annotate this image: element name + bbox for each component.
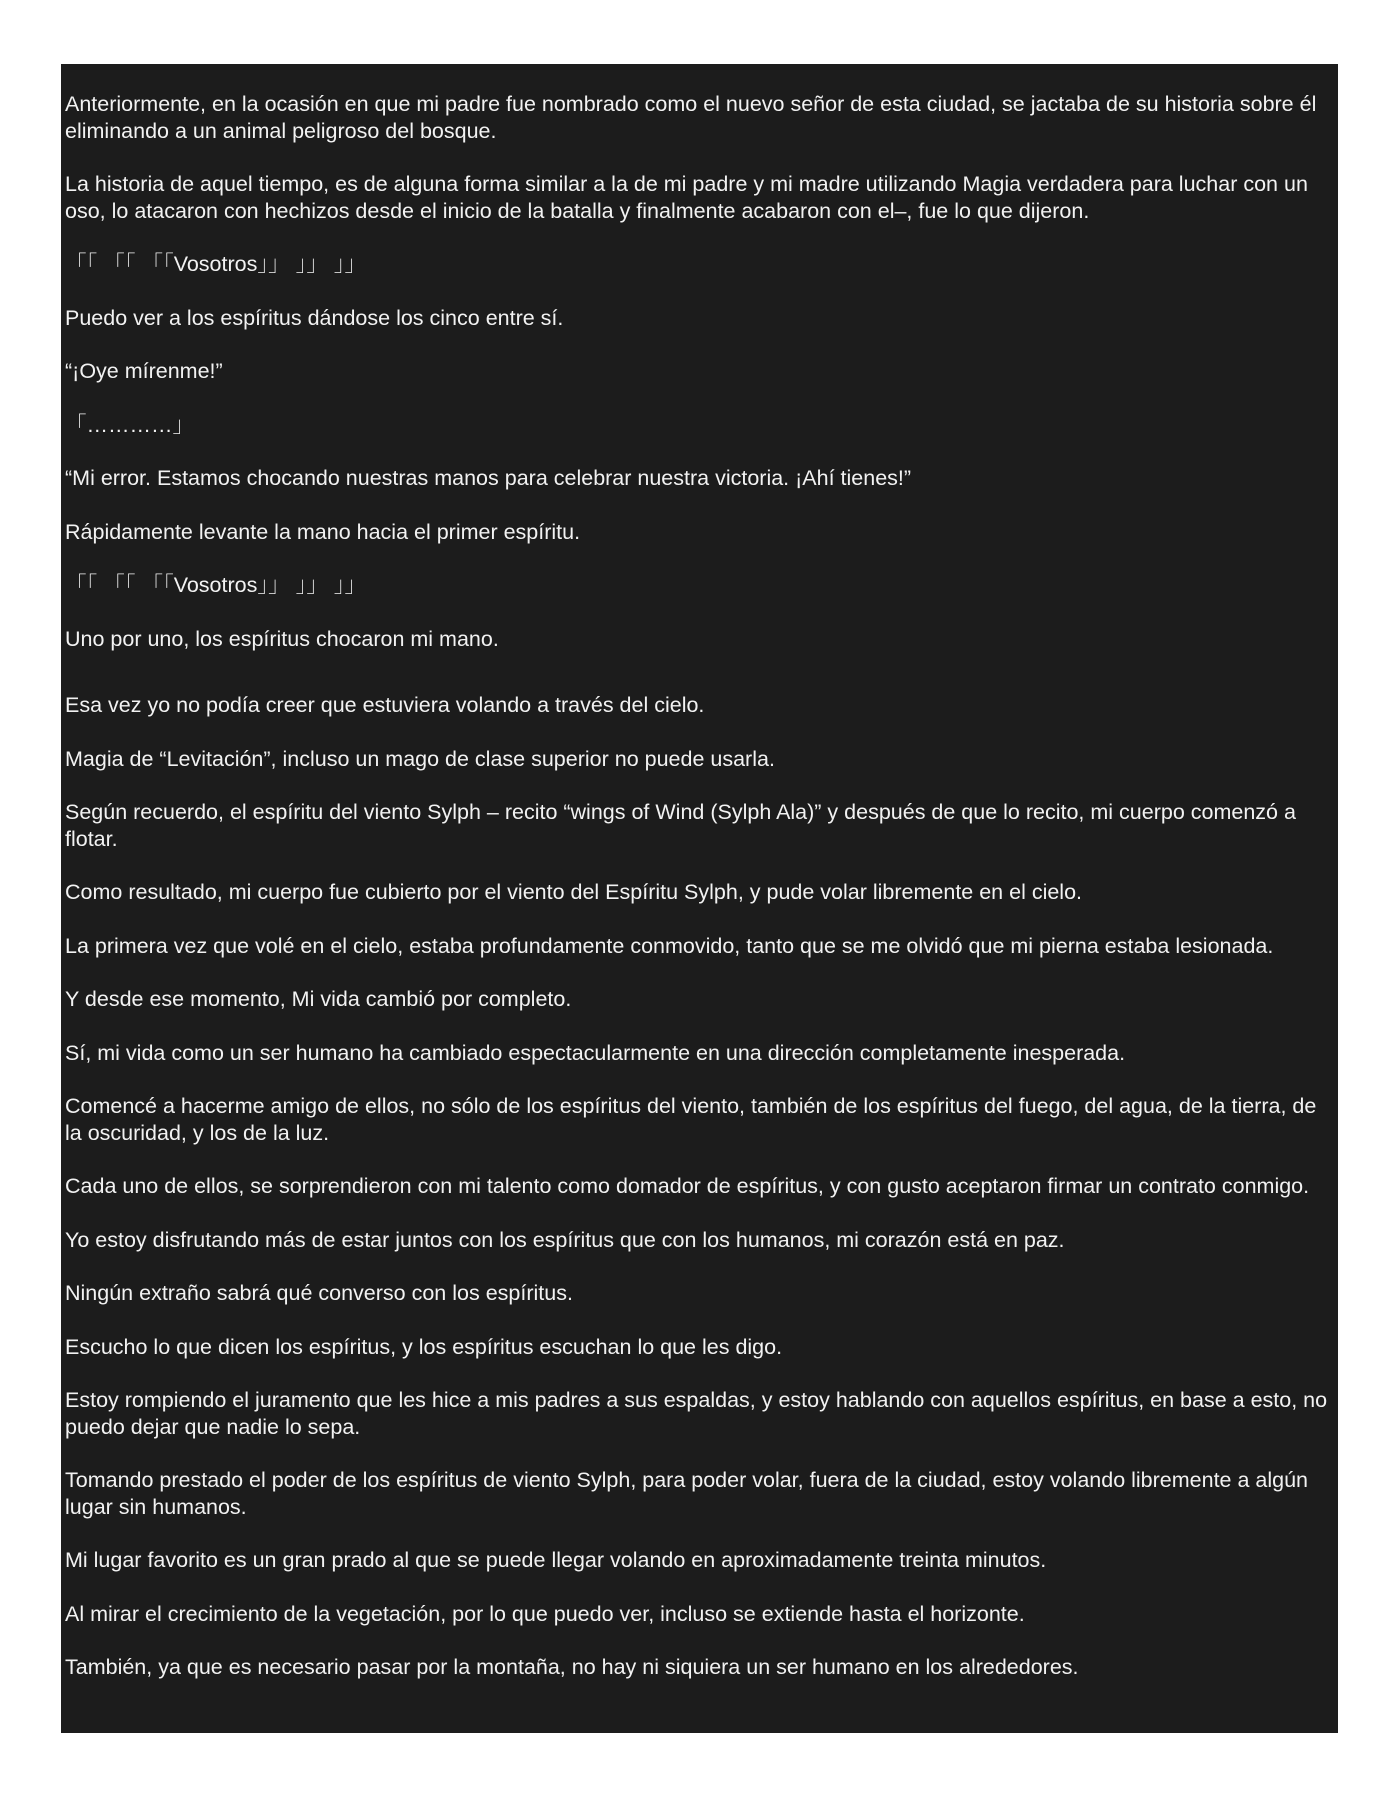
paragraph: Anteriormente, en la ocasión en que mi padre fue nombrado como el nuevo señor de esta ciudad, se jactaba de su historia sobre él eliminando a un animal peligroso del bosque. <box>65 92 1323 143</box>
dialogue-line: 「「 「「 「「Vosotros」」 」」 」」 <box>65 252 367 276</box>
paragraph: La historia de aquel tiempo, es de alguna forma similar a la de mi padre y mi madre utilizando Magia verdadera para luchar con un oso, lo atacaron con hechizos desde el inicio de la batalla y finalmente acabaron con el–, fue lo que dijeron. <box>65 172 1314 223</box>
paragraph: Rápidamente levante la mano hacia el primer espíritu. <box>65 519 581 544</box>
paragraph: La primera vez que volé en el cielo, estaba profundamente conmovido, tanto que se me olvidó que mi pierna estaba lesionada. <box>65 933 1274 958</box>
paragraph: Uno por uno, los espíritus chocaron mi mano. <box>65 626 499 651</box>
paragraph: Esa vez yo no podía creer que estuviera volando a través del cielo. <box>65 693 705 717</box>
dialogue-line: “Mi error. Estamos chocando nuestras manos para celebrar nuestra victoria. ¡Ahí tienes!” <box>65 466 912 490</box>
paragraph: Según recuerdo, el espíritu del viento Sylph – recito “wings of Wind (Sylph Ala)” y después de que lo recito, mi cuerpo comenzó a flotar. <box>65 800 1302 851</box>
paragraph: Estoy rompiendo el juramento que les hice a mis padres a sus espaldas, y estoy hablando con aquellos espíritus, en base a esto, no puedo dejar que nadie lo sepa. <box>65 1388 1334 1439</box>
paragraph: Cada uno de ellos, se sorprendieron con mi talento como domador de espíritus, y con gusto aceptaron firmar un contrato conmigo. <box>65 1174 1310 1198</box>
paragraph: Ningún extraño sabrá qué converso con los espíritus. <box>65 1281 573 1305</box>
dialogue-line: 「…………」 <box>65 412 195 437</box>
paragraph: Al mirar el crecimiento de la vegetación, por lo que puedo ver, incluso se extiende hasta el horizonte. <box>65 1601 1025 1626</box>
paragraph: Magia de “Levitación”, incluso un mago de clase superior no puede usarla. <box>65 746 775 771</box>
dialogue-line: “¡Oye mírenme!” <box>65 359 223 383</box>
paragraph: Yo estoy disfrutando más de estar juntos con los espíritus que con los humanos, mi corazón está en paz. <box>65 1227 1065 1252</box>
paragraph: Mi lugar favorito es un gran prado al que se puede llegar volando en aproximadamente treinta minutos. <box>65 1548 1047 1572</box>
paragraph: También, ya que es necesario pasar por la montaña, no hay ni siquiera un ser humano en los alrededores. <box>65 1655 1079 1679</box>
paragraph: Puedo ver a los espíritus dándose los cinco entre sí. <box>65 305 564 330</box>
paragraph: Comencé a hacerme amigo de ellos, no sólo de los espíritus del viento, también de los espíritus del fuego, del agua, de la tierra, de la oscuridad, y los de la luz. <box>65 1094 1323 1145</box>
paragraph: Tomando prestado el poder de los espíritus de viento Sylph, para poder volar, fuera de la ciudad, estoy volando libremente a algún lugar sin humanos. <box>65 1468 1314 1519</box>
paragraph: Escucho lo que dicen los espíritus, y los espíritus escuchan lo que les digo. <box>65 1334 783 1359</box>
paragraph: Y desde ese momento, Mi vida cambió por completo. <box>65 987 572 1011</box>
paragraph: Como resultado, mi cuerpo fue cubierto por el viento del Espíritu Sylph, y pude volar libremente en el cielo. <box>65 880 1083 904</box>
paragraph: Sí, mi vida como un ser humano ha cambiado espectacularmente en una dirección completamente inesperada. <box>65 1040 1126 1065</box>
dialogue-line: 「「 「「 「「Vosotros」」 」」 」」 <box>65 573 367 597</box>
text-block <box>61 64 1338 1733</box>
